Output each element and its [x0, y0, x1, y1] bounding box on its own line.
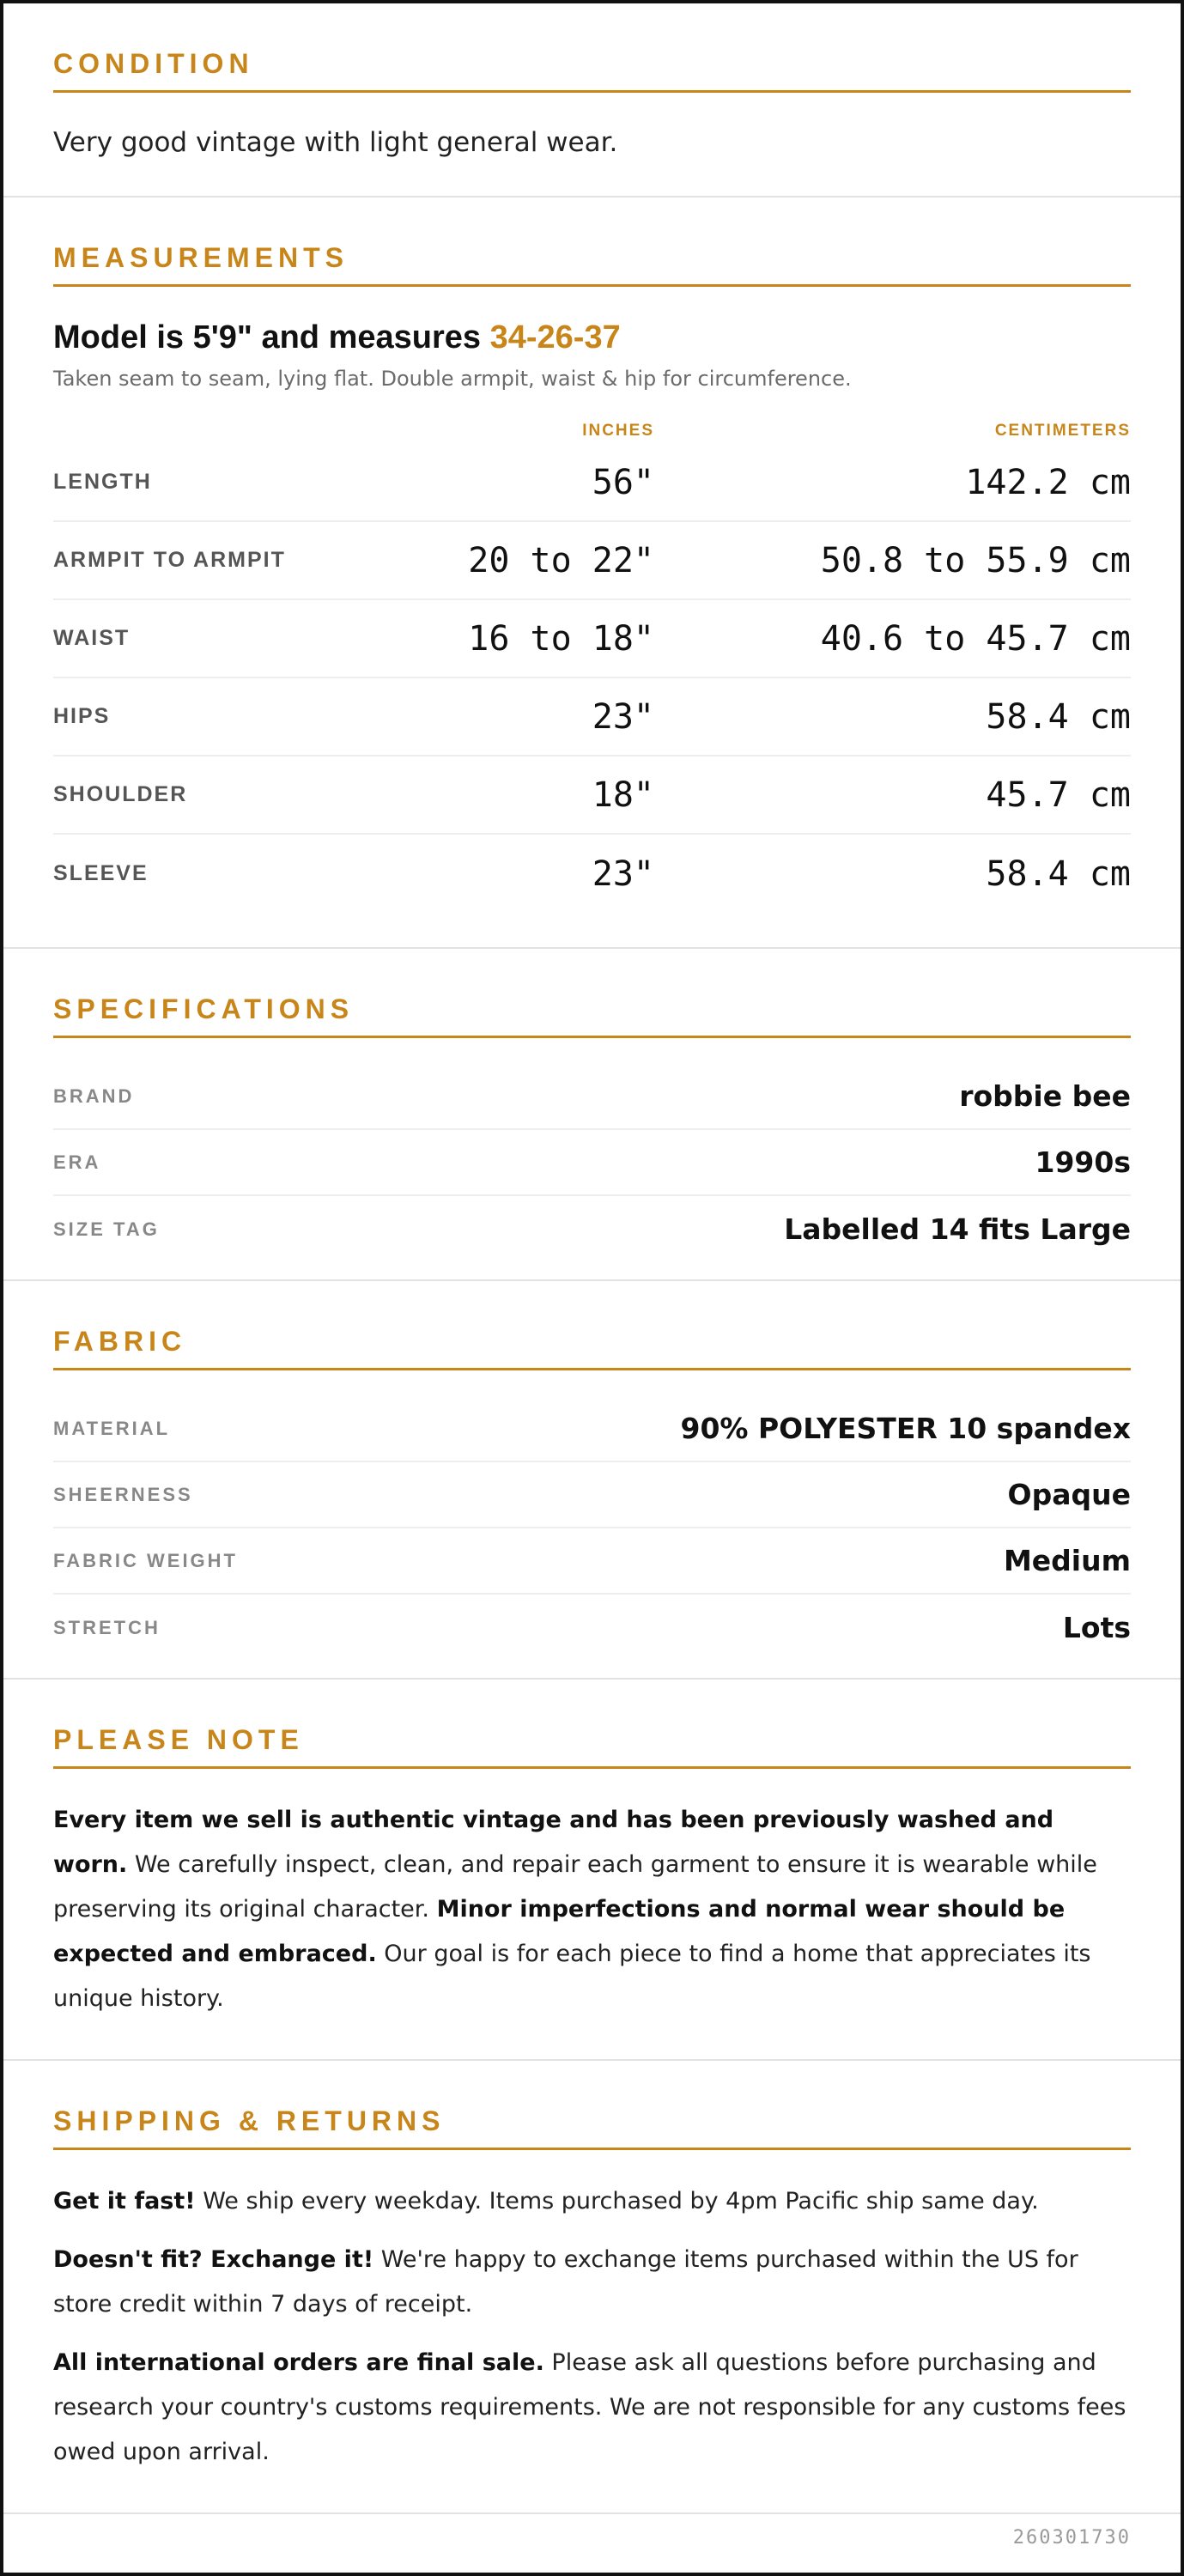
measurement-label: WAIST	[53, 626, 131, 650]
specifications-section	[3, 949, 1181, 1281]
measurement-label: LENGTH	[53, 470, 152, 494]
list-item	[53, 1595, 1131, 1661]
measurement-cm: 45.7 cm	[986, 775, 1131, 815]
spec-value: 1990s	[1035, 1145, 1131, 1179]
measurements-header	[53, 422, 1131, 440]
measurement-label: HIPS	[53, 704, 111, 728]
measurements-title: MEASUREMENTS	[53, 242, 1131, 287]
fabric-value: Opaque	[1007, 1478, 1131, 1511]
fabric-label: STRETCH	[53, 1616, 161, 1638]
note-text-1: We carefully inspect, clean, and repair each garment to ensure it is wearable while preserving its original character.	[53, 1851, 1097, 1923]
measurement-inches: 16 to 18"	[468, 618, 654, 659]
table-row	[53, 678, 1131, 756]
spec-label: BRAND	[53, 1084, 135, 1107]
spec-label: SIZE TAG	[53, 1218, 160, 1240]
centimeters-header: CENTIMETERS	[994, 422, 1131, 440]
please-note-title: PLEASE NOTE	[53, 1724, 1131, 1769]
measurement-inches: 23"	[592, 854, 654, 894]
fabric-value: Medium	[1003, 1544, 1131, 1577]
measurement-inches: 56"	[592, 462, 654, 502]
shipping-text: Please ask all questions before purchasing and research your country's customs requirements. We are not responsible for any customs fees owed upon arrival.	[53, 2349, 1126, 2465]
measurement-cm: 40.6 to 45.7 cm	[820, 618, 1131, 659]
fabric-value: 90% POLYESTER 10 spandex	[680, 1412, 1131, 1445]
table-row	[53, 756, 1131, 835]
measurement-label: SHOULDER	[53, 782, 188, 806]
list-item	[53, 1396, 1131, 1462]
measurement-cm: 50.8 to 55.9 cm	[820, 540, 1131, 580]
measurements-section	[3, 197, 1181, 949]
measurements-table	[53, 444, 1131, 913]
shipping-text: We ship every weekday. Items purchased by 4pm Pacific ship same day.	[195, 2188, 1039, 2215]
please-note-text	[53, 1798, 1131, 2021]
please-note-section	[3, 1680, 1181, 2061]
note-text-2: Our goal is for each piece to find a home that appreciates its unique history.	[53, 1941, 1091, 2012]
shipping-paragraph	[53, 2238, 1131, 2327]
fabric-list	[53, 1396, 1131, 1661]
fabric-label: MATERIAL	[53, 1417, 171, 1439]
note-bold-2: Minor imperfections and normal wear should be expected and embraced.	[53, 1896, 1066, 1967]
list-item	[53, 1064, 1131, 1130]
measurements-subtitle: Taken seam to seam, lying flat. Double armpit, waist & hip for circumference.	[53, 367, 852, 391]
shipping-bold: Doesn't fit? Exchange it!	[53, 2246, 374, 2273]
note-bold-1: Every item we sell is authentic vintage and has been previously washed and worn.	[53, 1807, 1054, 1878]
fabric-label: FABRIC WEIGHT	[53, 1549, 238, 1571]
measurement-inches: 20 to 22"	[468, 540, 654, 580]
table-row	[53, 522, 1131, 600]
table-row	[53, 835, 1131, 913]
spec-value: robbie bee	[959, 1079, 1131, 1113]
measurement-cm: 58.4 cm	[986, 696, 1131, 737]
model-measurements	[53, 319, 1131, 356]
shipping-paragraph	[53, 2341, 1131, 2475]
measurement-label: ARMPIT TO ARMPIT	[53, 548, 286, 572]
model-measure-values: 34-26-37	[489, 319, 621, 355]
measurement-cm: 58.4 cm	[986, 854, 1131, 894]
condition-text: Very good vintage with light general wear.	[53, 127, 618, 158]
table-row	[53, 600, 1131, 678]
fabric-value: Lots	[1062, 1611, 1131, 1644]
list-item	[53, 1528, 1131, 1595]
measurement-label: SLEEVE	[53, 861, 149, 885]
measurement-inches: 18"	[592, 775, 654, 815]
fabric-section	[3, 1281, 1181, 1680]
inches-header: INCHES	[582, 422, 654, 440]
measurement-cm: 142.2 cm	[965, 462, 1131, 502]
shipping-bold: Get it fast!	[53, 2188, 196, 2215]
specifications-list	[53, 1064, 1131, 1262]
condition-title: CONDITION	[53, 48, 1131, 93]
spec-value: Labelled 14 fits Large	[784, 1212, 1131, 1246]
fabric-title: FABRIC	[53, 1326, 1131, 1370]
list-item	[53, 1196, 1131, 1262]
shipping-title: SHIPPING & RETURNS	[53, 2105, 1131, 2150]
condition-section	[3, 3, 1181, 197]
shipping-bold: All international orders are final sale.	[53, 2349, 544, 2376]
shipping-section	[3, 2061, 1181, 2514]
model-prefix: Model is 5'9" and measures	[53, 319, 490, 355]
spec-label: ERA	[53, 1151, 101, 1173]
measurement-inches: 23"	[592, 696, 654, 737]
shipping-paragraph	[53, 2179, 1131, 2224]
table-row	[53, 444, 1131, 522]
list-item	[53, 1130, 1131, 1196]
specifications-title: SPECIFICATIONS	[53, 993, 1131, 1038]
list-item	[53, 1462, 1131, 1528]
product-id: 260301730	[1012, 2527, 1131, 2549]
shipping-text: We're happy to exchange items purchased within the US for store credit within 7 days of receipt.	[53, 2246, 1078, 2318]
fabric-label: SHEERNESS	[53, 1483, 193, 1505]
